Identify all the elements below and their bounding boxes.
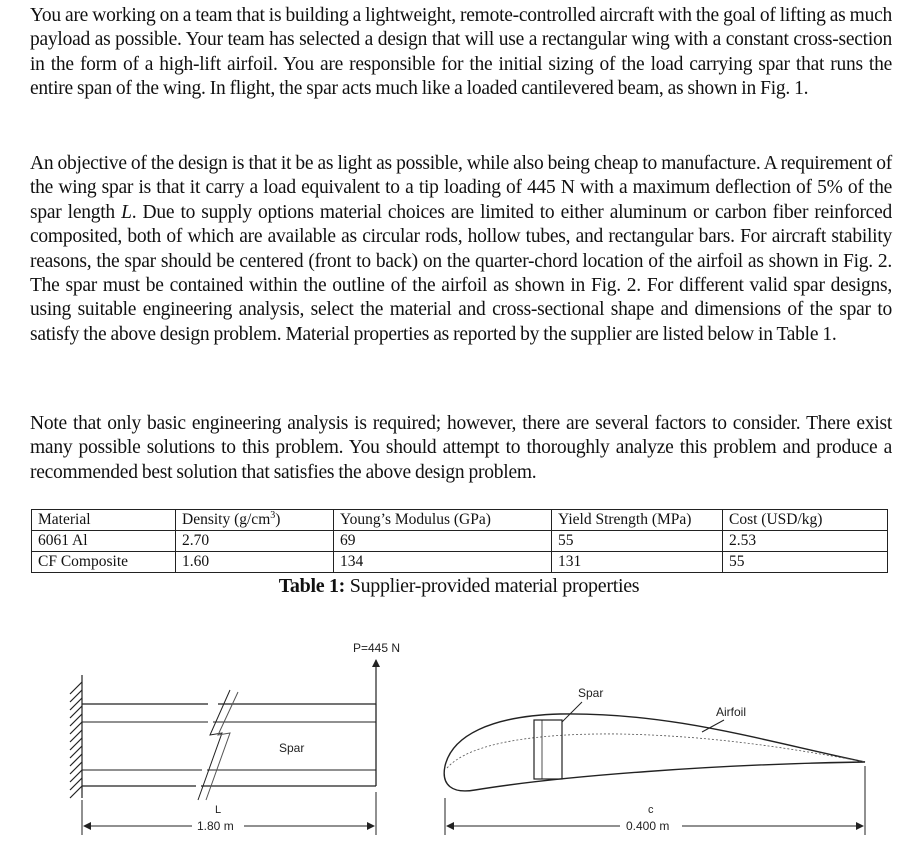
caption-text: Supplier-provided material properties xyxy=(345,575,640,597)
airfoil-figure xyxy=(444,686,865,835)
header-cost: Cost (USD/kg) xyxy=(723,510,888,531)
header-material: Material xyxy=(32,510,176,531)
airfoil-label: Airfoil xyxy=(716,705,747,719)
cell-modulus: 134 xyxy=(334,552,552,573)
length-value: 1.80 m xyxy=(197,819,234,833)
cell-material: 6061 Al xyxy=(32,531,176,552)
cell-modulus: 69 xyxy=(334,531,552,552)
cell-cost: 2.53 xyxy=(723,531,888,552)
airfoil-spar-label: Spar xyxy=(578,686,604,700)
note-paragraph: Note that only basic engineering analysis is required; however, there are several factors to consider. There exist many possible solutions to this problem. You should attempt to thoroughly analyze this problem and produce a recommended best solution that satisfies the above design problem. xyxy=(30,413,892,483)
table-header-row xyxy=(32,510,888,531)
material-properties-table xyxy=(31,509,888,573)
cantilever-beam-figure xyxy=(70,641,400,835)
intro-paragraph: You are working on a team that is building a lightweight, remote-controlled aircraft with the goal of lifting as much payload as possible. Your team has selected a design that will use a rectangular wing with a constant cross-section in the form of a high-lift airfoil. You are responsible for the initial sizing of the load carrying spar that runs the entire span of the wing. In flight, the spar acts much like a loaded cantilevered beam, as shown in Fig. 1. xyxy=(30,5,892,100)
load-label: P=445 N xyxy=(353,641,401,655)
spar-section xyxy=(534,720,562,779)
requirements-text-part-1: An objective of the design is that it be as light as possible, while also being cheap to manufacture. A requirement of the wing spar is that it carry a load equivalent to a tip loading of 445 N with a maximum deflection of 5% of the spar length xyxy=(30,153,892,223)
cell-material: CF Composite xyxy=(32,552,176,573)
fixed-wall-support xyxy=(70,675,82,798)
table-row xyxy=(32,552,888,573)
spar-leader xyxy=(562,702,582,722)
length-symbol: L xyxy=(215,804,222,816)
beam-body xyxy=(82,690,376,800)
spar-label: Spar xyxy=(279,741,305,755)
header-density: Density $(g/cm^3)$ xyxy=(176,510,334,531)
chord-value: 0.400 m xyxy=(626,819,670,833)
airfoil-outline xyxy=(444,714,865,791)
table-row xyxy=(32,531,888,552)
spar-length-symbol: L xyxy=(121,201,132,223)
cell-yield: 131 xyxy=(552,552,723,573)
cell-yield: 55 xyxy=(552,531,723,552)
cell-cost: 55 xyxy=(723,552,888,573)
requirements-text-part-2: . Due to supply options material choices are limited to either aluminum or carbon fiber reinforced composited, both of which are available as circular rods, hollow tubes, and rectangular bars. For aircraft stability reasons, the spar should be centered (front to back) on the quarter-chord location of the airfoil as shown in Fig. 2. The spar must be contained within the outline of the airfoil as shown in Fig. 2. For different valid spar designs, using suitable engineering analysis, select the material and cross-sectional shape and dimensions of the spar to satisfy the above design problem. Material properties as reported by the supplier are listed below in Table 1. xyxy=(30,201,892,345)
requirements-paragraph xyxy=(30,152,892,347)
header-youngs-modulus: Young’s Modulus (GPa) xyxy=(334,510,552,531)
cell-density: 2.70 xyxy=(176,531,334,552)
chord-symbol: c xyxy=(648,804,654,816)
cell-density: 1.60 xyxy=(176,552,334,573)
table-caption xyxy=(0,575,918,598)
header-yield-strength: Yield Strength (MPa) xyxy=(552,510,723,531)
caption-label: Table 1: xyxy=(278,575,346,597)
figures xyxy=(0,630,918,850)
